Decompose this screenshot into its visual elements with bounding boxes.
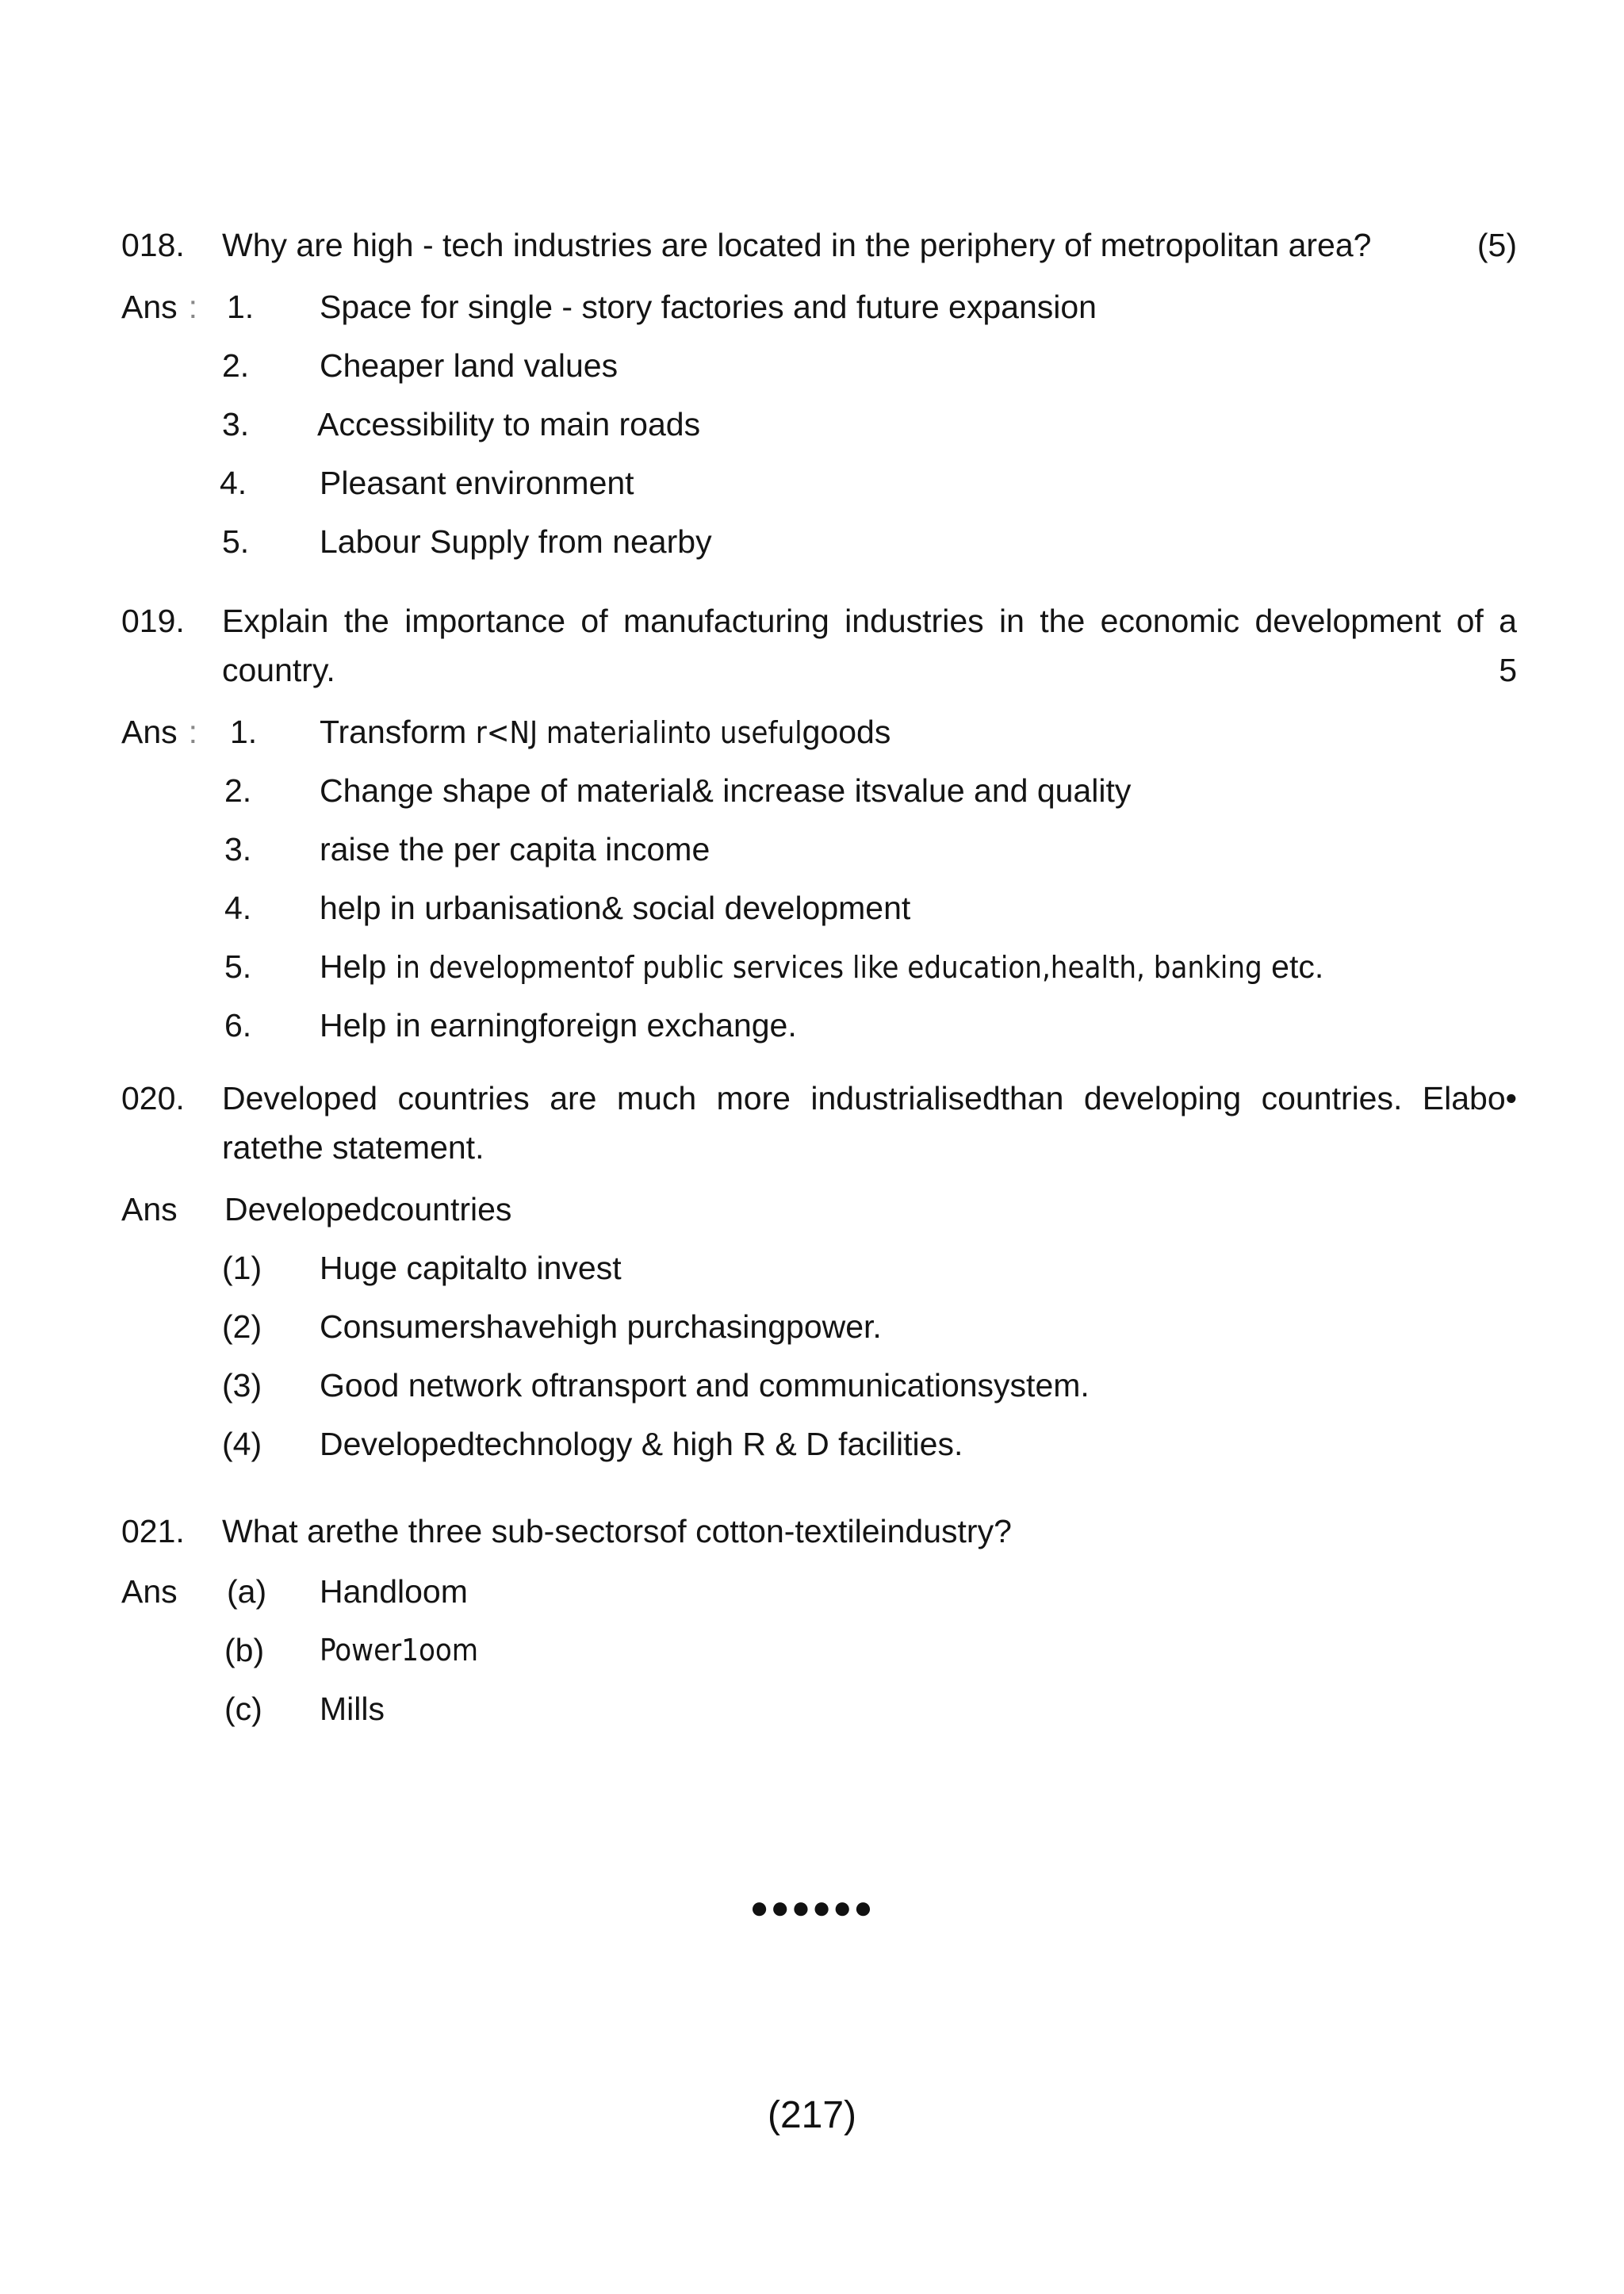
answer-row <box>121 512 1517 571</box>
answer-row <box>121 937 1517 996</box>
answer-item-number: (1) <box>222 1250 262 1286</box>
answer-item-number: 3. <box>222 406 250 442</box>
question-018 <box>121 220 1517 571</box>
answer-item-number: (a) <box>227 1573 267 1610</box>
question-text: Why are high - tech industries are located in the periphery of metropolitan area? <box>222 227 1372 263</box>
answer-row <box>121 703 1517 761</box>
question-020 <box>121 1074 1517 1473</box>
question-line <box>121 596 1517 695</box>
answer-label: Ans : <box>121 289 198 325</box>
answer-item-number: (c) <box>224 1691 262 1727</box>
question-019 <box>121 596 1517 1055</box>
answer-heading: Developedcountries <box>224 1191 512 1227</box>
answer-item-number: 5. <box>224 948 252 985</box>
answer-item-text: Huge capitalto invest <box>320 1250 622 1286</box>
answer-item-text: Change shape of material& increase itsvalue and quality <box>320 772 1132 809</box>
answer-item-text: Consumershavehigh purchasingpower. <box>320 1308 882 1345</box>
answer-row <box>121 1621 1517 1679</box>
question-text: Explain the importance of manufacturing industries in the economic development of a country. <box>222 603 1517 688</box>
answer-item-text: Good network oftransport and communicationsystem. <box>320 1367 1090 1404</box>
answer-row <box>121 879 1517 937</box>
page-number: (217) <box>767 2094 857 2136</box>
answer-label: Ans : <box>121 714 198 750</box>
answer-item-number: 3. <box>224 831 252 867</box>
answer-item-number: 2. <box>224 772 252 809</box>
answer-item-text: help in urbanisation& social development <box>320 890 911 926</box>
answer-item-number: (b) <box>224 1632 265 1668</box>
answer-item-text: Help in earningforeign exchange. <box>320 1007 797 1044</box>
answer-row <box>121 996 1517 1055</box>
section-divider: ●●●●●● <box>749 1890 875 1925</box>
answer-item-text: Transform r<NJ materialinto usefulgoods <box>320 714 891 750</box>
answer-item-number: (4) <box>222 1426 262 1462</box>
answer-item-text: Labour Supply from nearby <box>320 523 712 560</box>
answer-row <box>121 454 1517 512</box>
question-line <box>121 1074 1517 1172</box>
answer-item-number: (2) <box>222 1308 262 1345</box>
answer-item-text: Space for single - story factories and future expansion <box>320 289 1097 325</box>
answer-item-number: 6. <box>224 1007 252 1044</box>
answer-row <box>121 820 1517 879</box>
question-line <box>121 220 1517 270</box>
question-number: 019. <box>121 603 185 639</box>
question-number: 020. <box>121 1080 185 1116</box>
answer-item-number: 1. <box>227 289 255 325</box>
answer-row <box>121 395 1517 454</box>
question-021 <box>121 1507 1517 1738</box>
question-line <box>121 1507 1517 1556</box>
answer-row <box>121 1562 1517 1621</box>
answer-row <box>121 1297 1517 1356</box>
question-text: Developed countries are much more industrialisedthan developing countries. Elabo• ratethe statement. <box>222 1080 1517 1166</box>
question-marks: (5) <box>1477 227 1517 263</box>
question-number: 018. <box>121 227 185 263</box>
answer-item-number: 1. <box>230 714 258 750</box>
answer-item-number: (3) <box>222 1367 262 1404</box>
answer-item-text: Power1oom <box>320 1633 479 1668</box>
answer-label: Ans <box>121 1191 178 1227</box>
answer-item-text: Handloom <box>320 1573 468 1610</box>
answer-label: Ans <box>121 1573 178 1610</box>
answer-item-text: Accessibility to main roads <box>317 406 701 442</box>
question-marks: 5 <box>1499 652 1517 688</box>
answer-item-text: Mills <box>320 1691 385 1727</box>
answer-item-number: 2. <box>222 347 250 384</box>
answer-item-text: Cheaper land values <box>320 347 619 384</box>
answer-item-text: raise the per capita income <box>320 831 710 867</box>
answer-item-number: 5. <box>222 523 250 560</box>
answer-row <box>121 278 1517 336</box>
question-number: 021. <box>121 1513 185 1549</box>
answer-row <box>121 1180 1517 1239</box>
answer-row <box>121 1679 1517 1738</box>
answer-row <box>121 336 1517 395</box>
answer-row <box>121 1239 1517 1297</box>
answer-item-text: Developedtechnology & high R & D facilities. <box>320 1426 963 1462</box>
answer-row <box>121 1415 1517 1473</box>
question-text: What arethe three sub-sectorsof cotton-textileindustry? <box>222 1513 1012 1549</box>
answer-item-number: 4. <box>220 465 247 501</box>
answer-item-number: 4. <box>224 890 252 926</box>
answer-row <box>121 761 1517 820</box>
answer-item-text: Help in developmentof public services like education,health, banking etc. <box>320 948 1324 985</box>
answer-item-text: Pleasant environment <box>320 465 634 501</box>
answer-row <box>121 1356 1517 1415</box>
